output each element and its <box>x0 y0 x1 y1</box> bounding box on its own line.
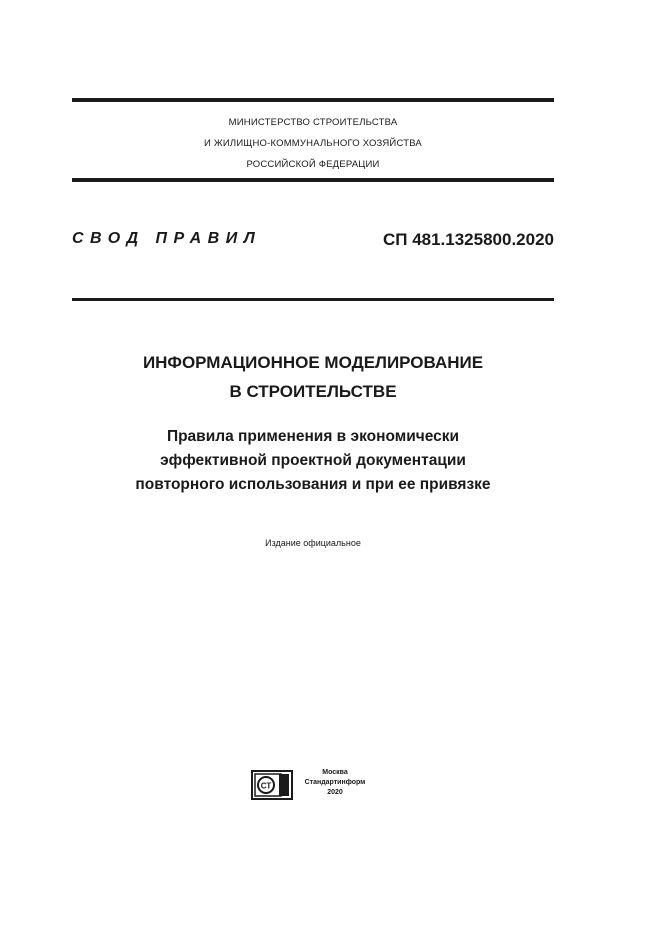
ministry-line-2: И ЖИЛИЩНО-КОММУНАЛЬНОГО ХОЗЯЙСТВА <box>204 138 422 149</box>
imprint-publisher: Стандартинформ <box>304 779 366 786</box>
code-kind: СВОД ПРАВИЛ <box>72 230 262 247</box>
publisher-logo-icon <box>251 770 293 800</box>
ministry-line-3: РОССИЙСКОЙ ФЕДЕРАЦИИ <box>246 159 380 170</box>
subtitle-line-2: эффективной проектной документации <box>160 452 466 469</box>
subtitle-line-3: повторного использования и при ее привязке <box>135 476 491 493</box>
imprint-year: 2020 <box>327 789 343 796</box>
code-number: СП 481.1325800.2020 <box>382 230 554 249</box>
imprint-city: Москва <box>322 769 348 776</box>
ministry-line-1: МИНИСТЕРСТВО СТРОИТЕЛЬСТВА <box>228 117 398 128</box>
document-subtitle <box>72 425 554 497</box>
document-title <box>72 348 554 406</box>
ministry-header <box>72 112 554 175</box>
logo-text: СТ <box>260 781 272 791</box>
title-line-2: В СТРОИТЕЛЬСТВЕ <box>229 382 397 401</box>
title-line-1: ИНФОРМАЦИОННОЕ МОДЕЛИРОВАНИЕ <box>142 353 484 372</box>
middle-rule <box>72 178 554 182</box>
bottom-rule <box>72 298 554 301</box>
edition-note: Издание официальное <box>265 538 361 548</box>
subtitle-line-1: Правила применения в экономически <box>166 428 460 445</box>
publisher-imprint <box>300 768 370 798</box>
top-rule <box>72 98 554 102</box>
